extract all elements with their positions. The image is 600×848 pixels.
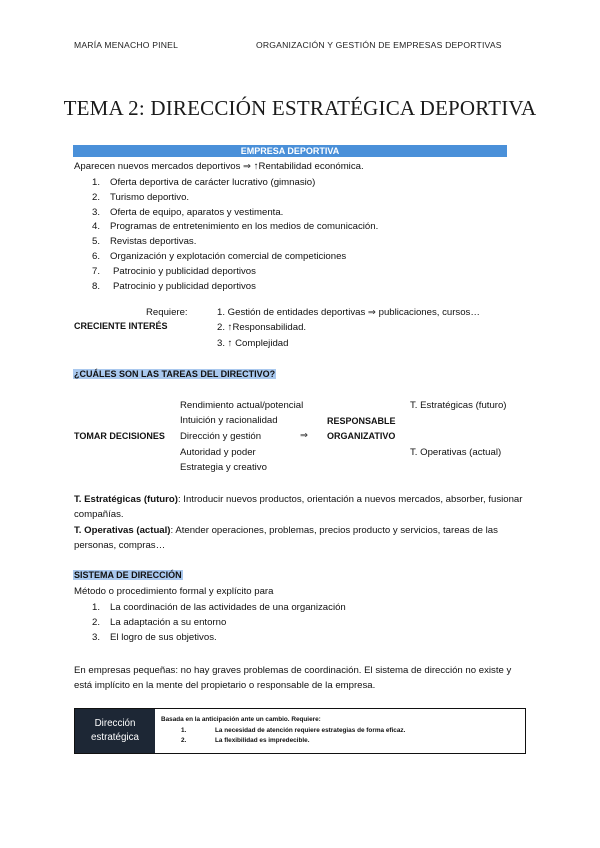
header-author: MARÍA MENACHO PINEL bbox=[74, 40, 179, 50]
requiere-item: 2. ↑Responsabilidad. bbox=[217, 322, 307, 333]
sistema-intro: Método o procedimiento formal y explícito para bbox=[74, 586, 274, 597]
section-heading-sistema: SISTEMA DE DIRECCIÓN bbox=[74, 570, 182, 580]
estrategicas-definition: T. Estratégicas (futuro): Introducir nuevos productos, orientación a nuevos mercados, absorber, fusionar compañías. bbox=[74, 494, 523, 520]
tomar-decisiones-label: TOMAR DECISIONES bbox=[74, 431, 165, 441]
table-left-cell bbox=[75, 709, 155, 753]
tareas-item: Rendimiento actual/potencial bbox=[180, 400, 304, 411]
list-item: 2. La adaptación a su entorno bbox=[92, 616, 227, 628]
list-item: 4. Programas de entretenimiento en los medios de comunicación. bbox=[92, 221, 379, 233]
list-item: 5. Revistas deportivas. bbox=[92, 236, 197, 248]
tareas-item: Estrategia y creativo bbox=[180, 462, 267, 473]
sistema-paragraph: En empresas pequeñas: no hay graves problemas de coordinación. El sistema de dirección no existe y está implícito en la mente del propietario o responsable de la empresa. bbox=[74, 665, 512, 691]
header-subject: ORGANIZACIÓN Y GESTIÓN DE EMPRESAS DEPORTIVAS bbox=[256, 40, 502, 50]
requiere-item: 3. ↑ Complejidad bbox=[217, 338, 289, 349]
empresa-intro: Aparecen nuevos mercados deportivos ⇒ ↑Rentabilidad económica. bbox=[74, 161, 364, 172]
tareas-item: Dirección y gestión bbox=[180, 431, 262, 442]
list-item: 3. El logro de sus objetivos. bbox=[92, 631, 217, 643]
table-right-cell bbox=[155, 709, 411, 753]
requiere-item: 1. Gestión de entidades deportivas ⇒ publicaciones, cursos… bbox=[217, 307, 480, 318]
direccion-estrategica-table bbox=[74, 708, 526, 754]
operativas-label: T. Operativas (actual) bbox=[410, 447, 502, 458]
list-item: 1. Oferta deportiva de carácter lucrativo (gimnasio) bbox=[92, 177, 316, 188]
estrategicas-label: T. Estratégicas (futuro) bbox=[410, 400, 507, 411]
empresa-list bbox=[74, 176, 378, 294]
list-item: 7. Patrocinio y publicidad deportivos bbox=[92, 265, 256, 277]
section-heading-empresa: EMPRESA DEPORTIVA bbox=[73, 145, 507, 157]
sistema-list bbox=[74, 601, 346, 645]
table-item: 1. La necesidad de atención requiere estrategias de forma eficaz. bbox=[181, 726, 406, 734]
responsable-label: RESPONSABLE bbox=[327, 416, 396, 426]
requiere-label: Requiere: bbox=[146, 307, 188, 318]
list-item: 8. Patrocinio y publicidad deportivos bbox=[92, 280, 256, 292]
list-item: 1. La coordinación de las actividades de una organización bbox=[92, 602, 346, 613]
table-intro: Basada en la anticipación ante un cambio. Requiere: bbox=[161, 716, 321, 723]
list-item: 2. Turismo deportivo. bbox=[92, 191, 190, 203]
table-item: 2. La flexibilidad es impredecible. bbox=[181, 737, 310, 744]
operativas-definition: T. Operativas (actual): Atender operaciones, problemas, precios producto y servicios, tareas de las personas, compras… bbox=[74, 525, 498, 551]
organizativo-label: ORGANIZATIVO bbox=[327, 431, 396, 441]
section-heading-tareas: ¿CUÁLES SON LAS TAREAS DEL DIRECTIVO? bbox=[74, 369, 276, 379]
creciente-interes-label: CRECIENTE INTERÉS bbox=[74, 321, 168, 331]
list-item: 3. Oferta de equipo, aparatos y vestimenta. bbox=[92, 206, 284, 218]
table-left-line: estratégica bbox=[91, 732, 139, 743]
tareas-item: Intuición y racionalidad bbox=[180, 415, 278, 426]
list-item: 6. Organización y explotación comercial de competiciones bbox=[92, 250, 347, 262]
tareas-item: Autoridad y poder bbox=[180, 447, 256, 458]
table-left-line: Dirección bbox=[94, 718, 136, 729]
page-title: TEMA 2: DIRECCIÓN ESTRATÉGICA DEPORTIVA bbox=[63, 96, 537, 120]
arrow-icon: ⇒ bbox=[300, 430, 309, 441]
